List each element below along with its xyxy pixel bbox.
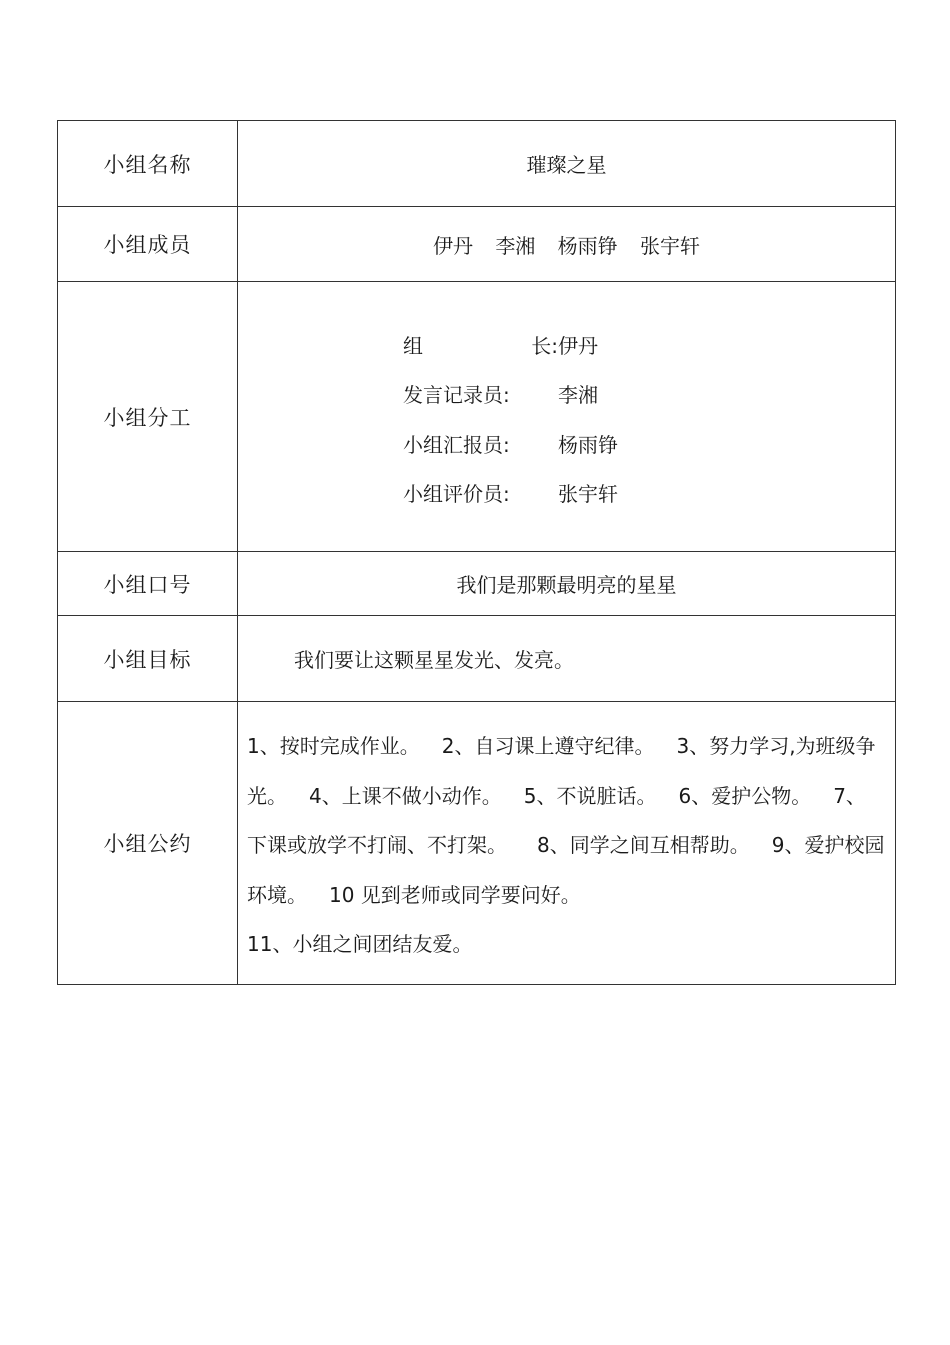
- role-title: 组: [403, 333, 423, 358]
- row-group-name: [58, 121, 896, 207]
- value-group-name: 璀璨之星: [238, 121, 896, 207]
- row-group-members: [58, 207, 896, 282]
- member-name: 杨雨铮: [557, 233, 618, 258]
- rule-item: 5、不说脏话。: [523, 783, 657, 808]
- rule-item: 2、自习课上遵守纪律。: [441, 734, 655, 759]
- group-info-table: [57, 120, 896, 985]
- label-group-members: 小组成员: [58, 207, 238, 282]
- rule-item: 9、爱护校园环境。: [247, 833, 885, 907]
- role-person: 伊丹: [558, 333, 598, 358]
- label-group-name: 小组名称: [58, 121, 238, 207]
- rule-item: 6、爱护公物。: [678, 783, 812, 808]
- role-person: 李湘: [558, 383, 598, 408]
- value-group-roles: [238, 282, 896, 552]
- role-item: [403, 369, 683, 419]
- label-group-roles: 小组分工: [58, 282, 238, 552]
- value-group-members: [238, 207, 896, 282]
- role-title: 发言记录员:: [403, 383, 510, 408]
- role-person: 杨雨铮: [558, 432, 618, 457]
- rule-item: 3、努力学习,为班级争光。: [247, 734, 876, 808]
- value-group-goal: 我们要让这颗星星发光、发亮。: [238, 616, 896, 702]
- role-person: 张宇轩: [558, 482, 618, 507]
- role-title: 小组评价员:: [403, 482, 510, 507]
- rule-item: 10 见到老师或同学要问好。: [329, 882, 581, 907]
- label-group-goal: 小组目标: [58, 616, 238, 702]
- role-item: [403, 468, 683, 518]
- rule-item: 11、小组之间团结友爱。: [247, 932, 473, 957]
- member-name: 张宇轩: [640, 233, 701, 258]
- role-item: [403, 320, 683, 370]
- member-name: 李湘: [495, 233, 536, 258]
- rule-item: 8、同学之间互相帮助。: [537, 833, 750, 858]
- label-group-slogan: 小组口号: [58, 552, 238, 616]
- row-group-slogan: [58, 552, 896, 616]
- role-title: 长:: [531, 333, 558, 358]
- rule-item: 1、按时完成作业。: [247, 734, 420, 759]
- rule-item: 7、下课或放学不打闹、不打架。: [247, 783, 866, 858]
- role-title: 小组汇报员:: [403, 432, 510, 457]
- rule-item: 4、上课不做小动作。: [309, 783, 502, 808]
- member-name: 伊丹: [432, 233, 473, 258]
- row-group-roles: [58, 282, 896, 552]
- label-group-rules: 小组公约: [58, 702, 238, 985]
- value-group-slogan: 我们是那颗最明亮的星星: [238, 552, 896, 616]
- value-group-rules: [238, 702, 896, 985]
- row-group-goal: [58, 616, 896, 702]
- role-item: [403, 419, 683, 469]
- row-group-rules: [58, 702, 896, 985]
